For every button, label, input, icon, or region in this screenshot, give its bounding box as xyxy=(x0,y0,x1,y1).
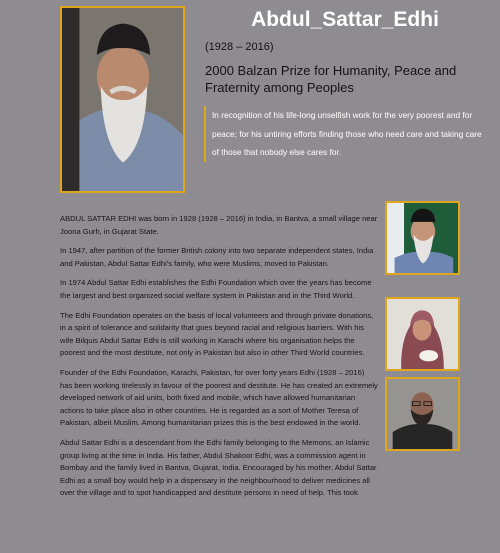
person-name-title: Abdul_Sattar_Edhi xyxy=(251,8,439,31)
bio-paragraph: ABDUL SATTAR EDHI was born in 1928 (1928 – 2016) in India, in Bantva, a small village near Joona Gurh, in Gujarat State. xyxy=(60,214,378,236)
thumbnail-photo-bilquis-edhi xyxy=(385,297,460,371)
thumbnail-photo-edhi-flag xyxy=(385,201,460,275)
bio-paragraph: In 1974 Abdul Sattar Edhi establishes the Edhi Foundation which over the years has become the largest and best organized social welfare system in Pakistan and in the Third World. xyxy=(60,278,372,300)
prize-citation-quote: In recognition of his life-long unselfish work for the very poorest and for peace; for his untiring efforts finding those who need care and taking care of those that nobody else cares for. xyxy=(204,106,487,162)
bio-paragraph: The Edhi Foundation operates on the basis of local volunteers and through private donations, in a spirit of tolerance and solidarity that goes beyond racial and religious barriers. With his wife Bilquis Abdul Sattar Edhi is still working in Karachi where his organisation helps the poorest and the most destitute, not only in Pakistan but also in other Third World countries. xyxy=(60,310,374,358)
main-portrait-photo xyxy=(60,6,185,193)
thumbnail-photo-faisal-edhi xyxy=(385,377,460,451)
life-years: (1928 – 2016) xyxy=(205,41,274,53)
bio-paragraph: Founder of the Edhi Foundation, Karachi, Pakistan, for over forty years Edhi (1928 – 2016) has been working tirelessly in favour of the poorest and destitute. He has created an extremely developed network of aid units, both fixed and mobile, which have allowed humanitarian actions to take place also in other countries. He is regarded as a sort of Mother Teresa of Pakistan, albeit Muslim. Among humanitarian prizes this is the best endowed in the world. xyxy=(60,367,378,428)
bio-paragraph: In 1947, after partition of the former British colony into two separate independent states, India and Pakistan, Abdul Sattar Edhi's family, who were Muslims, moved to Pakistan. xyxy=(60,246,374,268)
biography-section xyxy=(60,213,378,507)
bio-paragraph: Abdul Sattar Edhi is a descendant from the Edhi family belonging to the Memons, an Islamic group living at the time in India. His father, Abdul Shakoor Edhi, was a commission agent in Bombay and the family lived in Bantva, Gujarat, India. Encouraged by his mother, Abdul Sattar Edhi as a small boy would help in a dispensary in the neighbourhood to deliver medicines all over the village and to spot handicapped and destitute persons in need of help. This took xyxy=(60,437,377,498)
prize-title: 2000 Balzan Prize for Humanity, Peace and Fraternity among Peoples xyxy=(205,63,457,95)
